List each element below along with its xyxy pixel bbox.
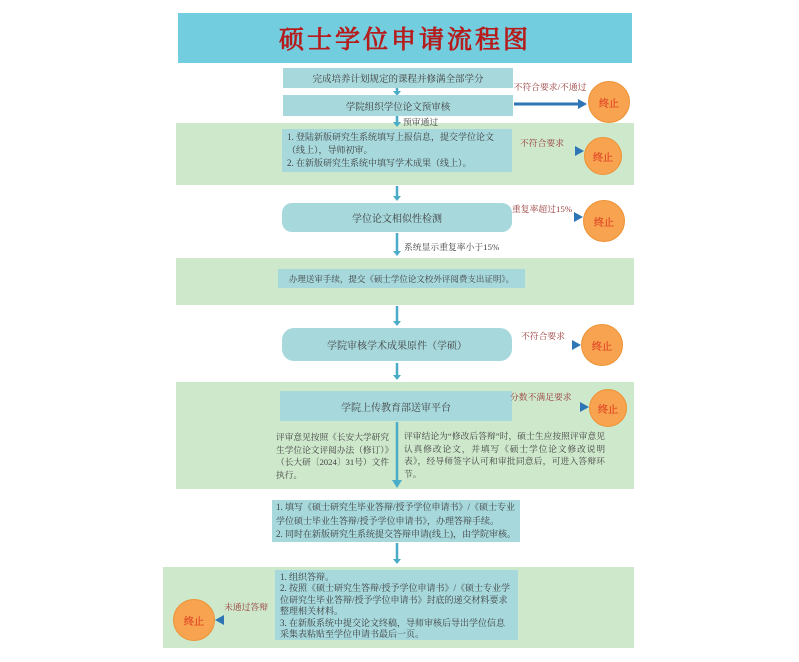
terminate-circle-similarity: 终止: [583, 200, 625, 242]
note-review-policy: 评审意见按照《长安大学研究生学位论文评阅办法（修订）》（长大研〔2024〕31号）文件执行。: [276, 432, 389, 481]
step-review-fee: 办理送审手续，提交《硕士学位论文校外评阅费支出证明》。: [278, 269, 525, 288]
step-system-submit: [282, 129, 512, 172]
step-defense-organize-line1: 1. 组织答辩。: [280, 572, 335, 582]
terminate-circle-precheck: 终止: [588, 81, 630, 123]
step-system-submit-line1: 1. 登陆新版研究生系统填写上报信息，提交学位论文（线上），导师初审。: [287, 132, 495, 155]
step-similarity-check: 学位论文相似性检测: [282, 203, 512, 232]
step-college-audit: 学院审核学术成果原件（学硕）: [282, 328, 512, 361]
label-duplication-over: 重复率超过15%: [512, 204, 573, 214]
step-defense-apply-line2: 2. 同时在新版研究生系统提交答辩申请(线上)，由学院审核。: [276, 529, 516, 540]
terminate-circle-audit: 终止: [581, 324, 623, 366]
label-precheck-pass: 预审通过: [403, 117, 439, 127]
note-revise-after-review: 评审结论为“修改后答辩”时，硕士生应按照评审意见认真修改论文，并填写《硕士学位论文修改说明表》，经导师签字认可和审批同意后，可进入答辩环节。: [404, 431, 605, 479]
step-defense-organize: [275, 570, 518, 640]
step-defense-apply-line1: 1. 填写《硕士研究生毕业答辩/授予学位申请书》/《硕士专业学位硕士毕业生答辩/授予学位申请书》，办理答辩手续。: [276, 502, 516, 526]
label-precheck-fail: 不符合要求/不通过: [513, 82, 587, 92]
terminate-circle-score: 终止: [589, 389, 627, 427]
step-moe-platform: 学院上传教育部送审平台: [280, 391, 512, 421]
step-system-submit-line2: 2. 在新版研究生系统中填写学术成果（线上）。: [287, 157, 472, 168]
terminate-circle-submit: 终止: [584, 137, 622, 175]
step-defense-organize-line2: 2. 按照《硕士研究生答辩/授予学位申请书》/《硕士专业学位研究生毕业答辩/授予学位申请书》封底的递交材料要求整理相关材料。: [280, 583, 511, 617]
step-defense-organize-line3: 3. 在新版系统中提交论文终稿，导师审核后导出学位信息采集表粘贴至学位申请书最后一页。: [280, 617, 506, 640]
label-defense-fail: 未通过答辩: [224, 602, 268, 612]
label-submit-fail: 不符合要求: [520, 138, 564, 148]
step-college-precheck: 学院组织学位论文预审核: [283, 95, 513, 116]
label-score-fail: 分数不满足要求: [510, 392, 572, 402]
label-duplication-under: 系统显示重复率小于15%: [404, 242, 500, 252]
step-course-credits: 完成培养计划规定的课程并修满全部学分: [283, 68, 513, 88]
terminate-circle-defense: 终止: [173, 599, 215, 641]
step-defense-apply: [272, 500, 520, 542]
page-title: 硕士学位申请流程图: [278, 27, 531, 54]
label-audit-fail: 不符合要求: [521, 331, 565, 341]
reject-arrows: [215, 99, 589, 625]
